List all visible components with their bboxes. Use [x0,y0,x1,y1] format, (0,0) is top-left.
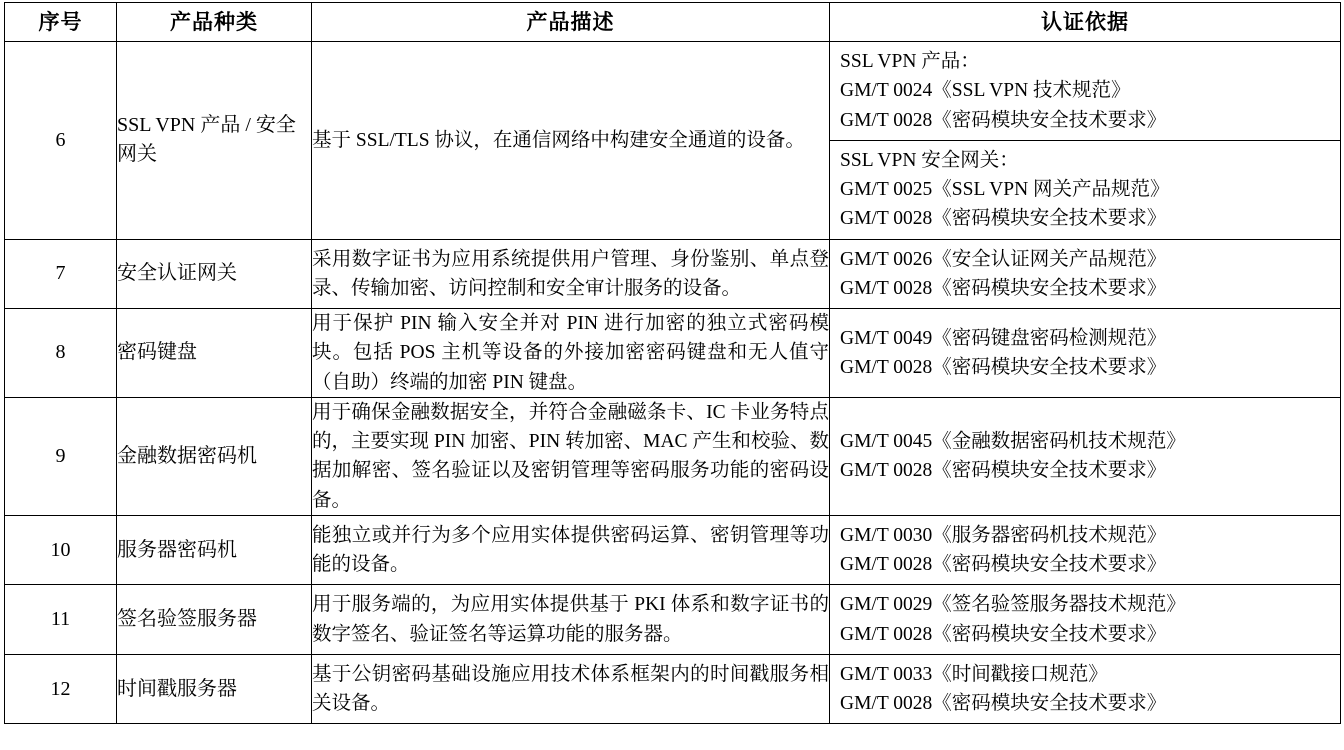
row-product-type: 服务器密码机 [117,515,312,585]
row-number: 12 [5,654,117,724]
row-certification-basis [830,42,1341,240]
row-number: 11 [5,585,117,655]
table-row [5,585,1341,655]
basis-line: GM/T 0025《SSL VPN 网关产品规范》 [840,179,1170,200]
row-certification-basis [830,654,1341,724]
row-product-type: 安全认证网关 [117,239,312,309]
basis-line: GM/T 0028《密码模块安全技术要求》 [840,554,1167,575]
basis-line: GM/T 0028《密码模块安全技术要求》 [840,277,1167,299]
row-product-type: 时间戳服务器 [117,654,312,724]
row-certification-basis [830,397,1341,515]
basis-line: GM/T 0028《密码模块安全技术要求》 [840,356,1167,378]
row-certification-basis [830,515,1341,585]
table-header-row [5,3,1341,42]
row-product-type: 金融数据密码机 [117,397,312,515]
column-header-basis: 认证依据 [830,3,1341,42]
basis-line: GM/T 0028《密码模块安全技术要求》 [840,460,1167,482]
basis-line: GM/T 0030《服务器密码机技术规范》 [840,524,1167,546]
row-product-desc: 能独立或并行为多个应用实体提供密码运算、密钥管理等功能的设备。 [312,515,830,585]
row-product-desc: 用于服务端的，为应用实体提供基于 PKI 体系和数字证书的数字签名、验证签名等运算功能的服务器。 [312,585,830,655]
table-row [5,397,1341,515]
basis-line: GM/T 0028《密码模块安全技术要求》 [840,623,1167,645]
table-row [5,515,1341,585]
row-product-type: SSL VPN 产品 / 安全网关 [117,42,312,240]
basis-line: GM/T 0029《签名验签服务器技术规范》 [840,594,1186,616]
table-body [5,42,1341,724]
basis-line: GM/T 0028《密码模块安全技术要求》 [840,109,1167,131]
basis-group [830,140,1340,239]
basis-line: GM/T 0028《密码模块安全技术要求》 [840,208,1167,230]
basis-group [830,42,1340,140]
product-certification-table [4,2,1341,724]
row-certification-basis [830,585,1341,655]
column-header-desc: 产品描述 [312,3,830,42]
row-product-desc: 基于公钥密码基础设施应用技术体系框架内的时间戳服务相关设备。 [312,654,830,724]
row-product-type: 密码键盘 [117,309,312,398]
row-product-desc: 采用数字证书为应用系统提供用户管理、身份鉴别、单点登录、传输加密、访问控制和安全审计服务的设备。 [312,239,830,309]
basis-line: GM/T 0028《密码模块安全技术要求》 [840,693,1167,714]
table-row [5,42,1341,240]
basis-line: GM/T 0024《SSL VPN 技术规范》 [840,80,1131,102]
row-number: 6 [5,42,117,240]
table-row [5,654,1341,724]
basis-line: GM/T 0026《安全认证网关产品规范》 [840,248,1167,270]
row-number: 7 [5,239,117,309]
row-certification-basis [830,309,1341,398]
table-row [5,239,1341,309]
basis-line: SSL VPN 安全网关： [840,149,1019,171]
basis-line: GM/T 0049《密码键盘密码检测规范》 [840,327,1167,349]
basis-line: GM/T 0033《时间戳接口规范》 [840,663,1108,685]
row-certification-basis [830,239,1341,309]
row-product-type: 签名验签服务器 [117,585,312,655]
row-number: 9 [5,397,117,515]
table-header [5,3,1341,42]
row-product-desc: 基于 SSL/TLS 协议，在通信网络中构建安全通道的设备。 [312,42,830,240]
row-product-desc: 用于确保金融数据安全，并符合金融磁条卡、IC 卡业务特点的，主要实现 PIN 加密、PIN 转加密、MAC 产生和校验、数据加解密、签名验证以及密钥管理等密码服务功能的密码设备。 [312,397,830,515]
basis-line: SSL VPN 产品： [840,51,980,72]
row-number: 8 [5,309,117,398]
row-product-desc: 用于保护 PIN 输入安全并对 PIN 进行加密的独立式密码模块。包括 POS 主机等设备的外接加密密码键盘和无人值守（自助）终端的加密 PIN 键盘。 [312,309,830,398]
column-header-type: 产品种类 [117,3,312,42]
document-page [0,2,1344,750]
table-row [5,309,1341,398]
column-header-no: 序号 [5,3,117,42]
row-number: 10 [5,515,117,585]
basis-line: GM/T 0045《金融数据密码机技术规范》 [840,431,1186,452]
